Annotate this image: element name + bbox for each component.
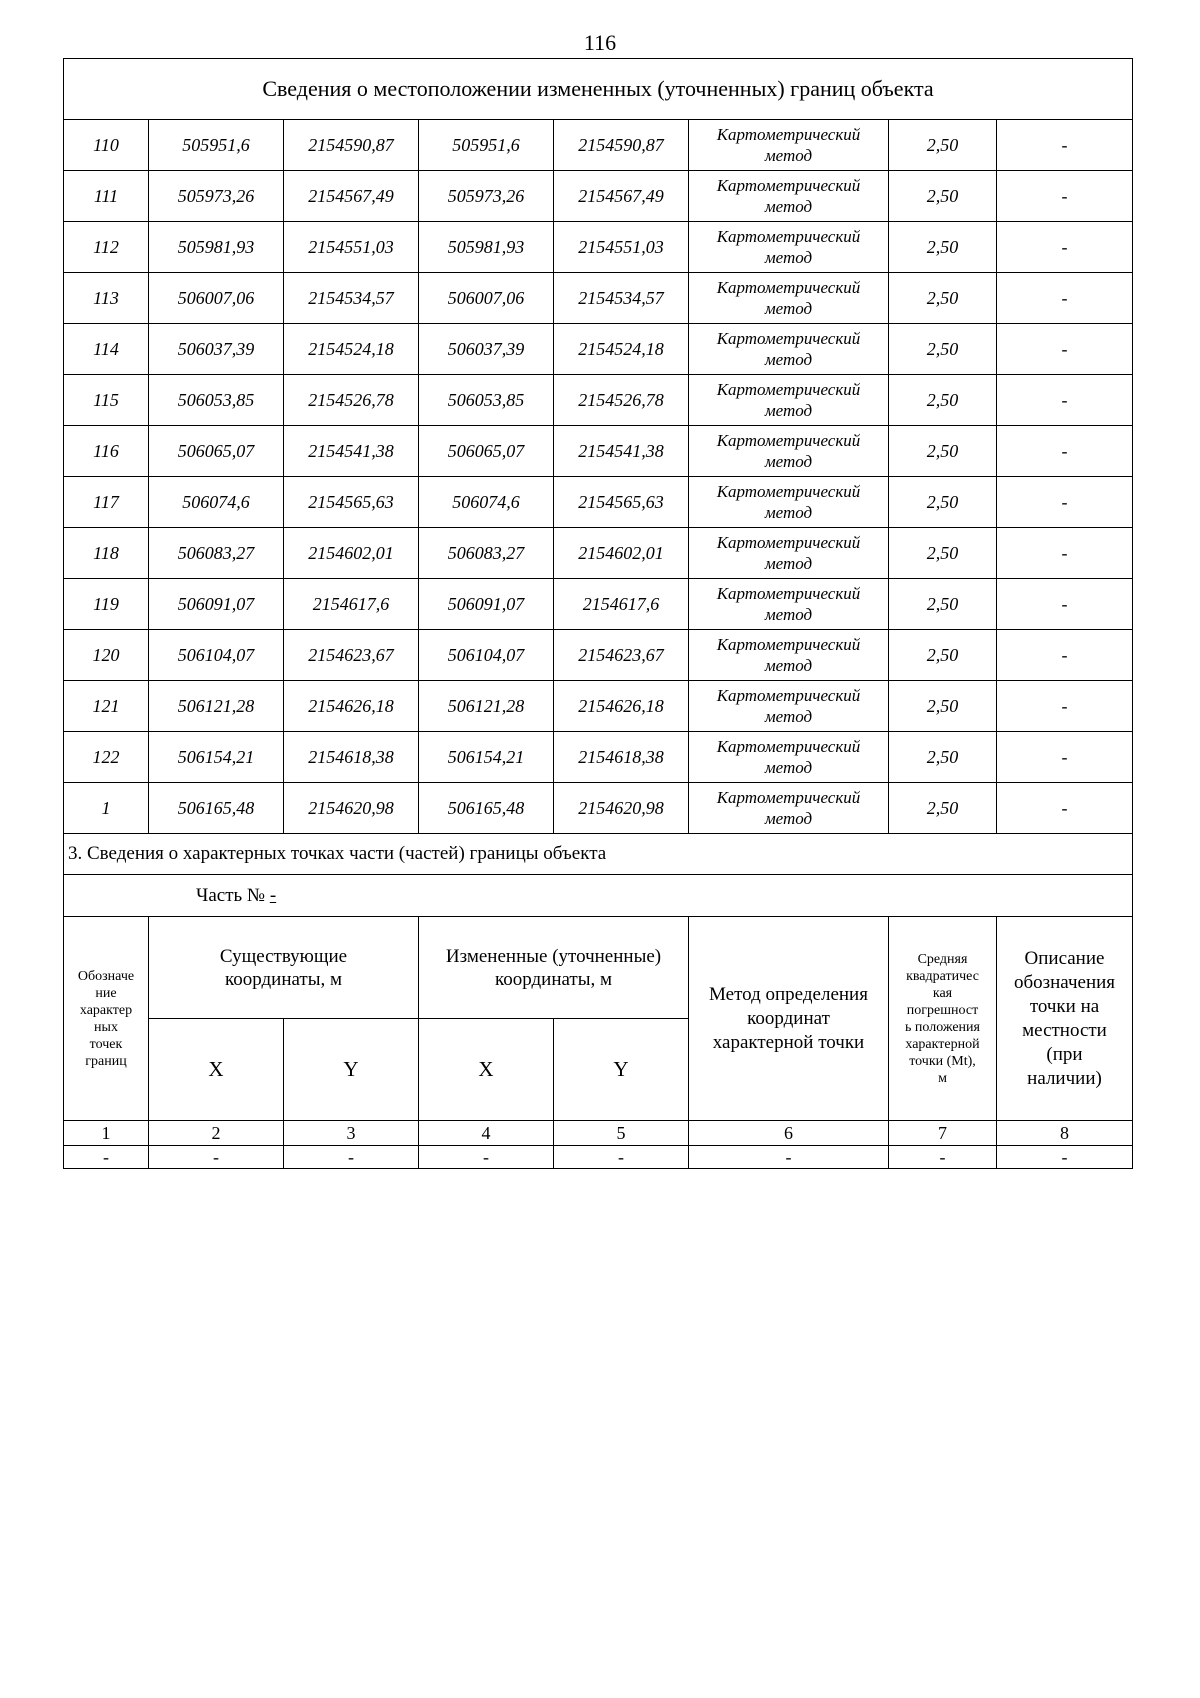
header-point-designation [64,917,149,1121]
error-value: 2,50 [889,630,997,681]
description-value: - [997,222,1133,273]
error-value: 2,50 [889,528,997,579]
table-row [64,426,1133,477]
part-label: Часть № [196,884,270,906]
header-changed-coords [419,917,689,1019]
method-line-2: метод [764,248,813,267]
point-number: 113 [64,273,149,324]
header-line: характерной точки [712,1031,865,1053]
method-line-1: Картометрический [716,686,861,705]
header-line: (при [1046,1043,1083,1065]
column-number: 1 [64,1121,149,1146]
header-line: ние [95,985,117,1001]
header-existing-coords [149,917,419,1019]
description-value: - [997,528,1133,579]
method-line-2: метод [764,554,813,573]
column-number: 6 [689,1121,889,1146]
header-line: погрешност [906,1002,979,1018]
description-value: - [997,477,1133,528]
method-cell [689,426,889,477]
method-line-2: метод [764,452,813,471]
header-line: Средняя [917,951,968,967]
column-number-row [64,1121,1133,1146]
table-row [64,477,1133,528]
table-row [64,273,1133,324]
changed-y: 2154551,03 [554,222,689,273]
existing-y: 2154534,57 [284,273,419,324]
changed-x: 506154,21 [419,732,554,783]
method-cell [689,324,889,375]
method-line-1: Картометрический [716,482,861,501]
column-number: 7 [889,1121,997,1146]
header-line: координат [747,1007,830,1029]
error-value: 2,50 [889,120,997,171]
empty-cell: - [419,1146,554,1169]
description-value: - [997,681,1133,732]
changed-y: 2154618,38 [554,732,689,783]
empty-cell: - [284,1146,419,1169]
point-number: 116 [64,426,149,477]
point-number: 114 [64,324,149,375]
header-line: границ [85,1053,127,1069]
existing-y: 2154526,78 [284,375,419,426]
existing-x: 506053,85 [149,375,284,426]
existing-x: 506104,07 [149,630,284,681]
empty-cell: - [149,1146,284,1169]
method-line-2: метод [764,809,813,828]
header-line: точек [89,1036,123,1052]
header-description [997,917,1133,1121]
empty-data-row [64,1146,1133,1169]
header-method [689,917,889,1121]
existing-y: 2154551,03 [284,222,419,273]
error-value: 2,50 [889,783,997,834]
existing-x: 506121,28 [149,681,284,732]
description-value: - [997,273,1133,324]
header-row-1 [64,917,1133,1019]
changed-y: 2154541,38 [554,426,689,477]
description-value: - [997,426,1133,477]
header-line: координаты, м [224,968,343,990]
existing-y: 2154541,38 [284,426,419,477]
empty-cell: - [889,1146,997,1169]
header-line: характерной [905,1036,980,1052]
header-line: ных [94,1019,118,1035]
table-row [64,222,1133,273]
changed-x: 506065,07 [419,426,554,477]
changed-x: 506121,28 [419,681,554,732]
header-line: кая [932,985,953,1001]
existing-y: 2154620,98 [284,783,419,834]
changed-x: 505973,26 [419,171,554,222]
changed-x: 505951,6 [419,120,554,171]
header-line: точки (Mt), [909,1053,976,1069]
column-number: 5 [554,1121,689,1146]
table-row [64,120,1133,171]
point-number: 115 [64,375,149,426]
method-line-1: Картометрический [716,533,861,552]
header-line: точки на [1029,995,1100,1017]
part-value: - [269,884,277,906]
column-number: 2 [149,1121,284,1146]
method-line-2: метод [764,401,813,420]
header-line: обозначения [1013,971,1116,993]
error-value: 2,50 [889,273,997,324]
method-line-2: метод [764,350,813,369]
header-line: Существующие [219,945,348,967]
header-changed-y: Y [554,1019,689,1121]
method-line-1: Картометрический [716,176,861,195]
error-value: 2,50 [889,732,997,783]
header-line: местности [1022,1019,1107,1041]
table-row [64,171,1133,222]
error-value: 2,50 [889,477,997,528]
changed-x: 506083,27 [419,528,554,579]
method-cell [689,681,889,732]
point-number: 112 [64,222,149,273]
point-number: 121 [64,681,149,732]
method-line-1: Картометрический [716,380,861,399]
description-value: - [997,171,1133,222]
table-row [64,375,1133,426]
header-line: Обозначе [77,968,135,984]
changed-y: 2154565,63 [554,477,689,528]
error-value: 2,50 [889,579,997,630]
changed-y: 2154602,01 [554,528,689,579]
changed-x: 505981,93 [419,222,554,273]
empty-cell: - [997,1146,1133,1169]
existing-y: 2154602,01 [284,528,419,579]
existing-y: 2154524,18 [284,324,419,375]
existing-x: 505973,26 [149,171,284,222]
existing-x: 506165,48 [149,783,284,834]
point-number: 110 [64,120,149,171]
method-line-2: метод [764,503,813,522]
part-label-wrap [64,885,1132,907]
existing-x: 506154,21 [149,732,284,783]
header-line: координаты, м [494,968,613,990]
method-line-2: метод [764,656,813,675]
table-title-row [64,59,1133,120]
changed-x: 506165,48 [419,783,554,834]
header-line: Метод определения [709,983,868,1005]
header-changed-x: X [419,1019,554,1121]
error-value: 2,50 [889,681,997,732]
method-line-1: Картометрический [716,635,861,654]
changed-x: 506104,07 [419,630,554,681]
description-value: - [997,732,1133,783]
changed-x: 506074,6 [419,477,554,528]
header-line: квадратичес [906,968,979,984]
error-value: 2,50 [889,375,997,426]
table-row [64,783,1133,834]
existing-x: 506083,27 [149,528,284,579]
method-line-1: Картометрический [716,125,861,144]
existing-x: 506074,6 [149,477,284,528]
changed-y: 2154623,67 [554,630,689,681]
method-cell [689,171,889,222]
existing-x: 506007,06 [149,273,284,324]
section-3-row [64,834,1133,875]
table-row [64,681,1133,732]
changed-x: 506091,07 [419,579,554,630]
description-value: - [997,579,1133,630]
table-row [64,630,1133,681]
method-cell [689,273,889,324]
part-row [64,875,1133,917]
existing-x: 506091,07 [149,579,284,630]
method-line-2: метод [764,197,813,216]
header-line: м [938,1070,947,1086]
method-line-2: метод [764,758,813,777]
changed-y: 2154620,98 [554,783,689,834]
method-line-1: Картометрический [716,788,861,807]
changed-y: 2154590,87 [554,120,689,171]
description-value: - [997,630,1133,681]
method-line-1: Картометрический [716,584,861,603]
header-existing-y: Y [284,1019,419,1121]
table-row [64,579,1133,630]
point-number: 111 [64,171,149,222]
changed-x: 506053,85 [419,375,554,426]
method-cell [689,222,889,273]
method-line-2: метод [764,299,813,318]
changed-y: 2154524,18 [554,324,689,375]
empty-cell: - [689,1146,889,1169]
empty-cell: - [554,1146,689,1169]
changed-y: 2154617,6 [554,579,689,630]
existing-y: 2154626,18 [284,681,419,732]
section-3-title: 3. Сведения о характерных точках части (частей) границы объекта [64,834,1133,875]
header-line: Описание [1024,947,1105,969]
existing-x: 506037,39 [149,324,284,375]
existing-y: 2154617,6 [284,579,419,630]
method-cell [689,579,889,630]
point-number: 120 [64,630,149,681]
changed-x: 506037,39 [419,324,554,375]
existing-y: 2154618,38 [284,732,419,783]
header-line: ь положения [905,1019,980,1035]
method-line-2: метод [764,707,813,726]
header-line: наличии) [1027,1067,1102,1089]
method-line-2: метод [764,605,813,624]
method-line-1: Картометрический [716,278,861,297]
empty-cell: - [64,1146,149,1169]
column-number: 8 [997,1121,1133,1146]
description-value: - [997,120,1133,171]
header-existing-x: X [149,1019,284,1121]
method-cell [689,528,889,579]
point-number: 119 [64,579,149,630]
changed-y: 2154626,18 [554,681,689,732]
boundary-table [63,58,1133,1169]
existing-y: 2154565,63 [284,477,419,528]
method-cell [689,783,889,834]
existing-x: 506065,07 [149,426,284,477]
method-line-1: Картометрический [716,737,861,756]
point-number: 117 [64,477,149,528]
header-error [889,917,997,1121]
table-row [64,528,1133,579]
method-line-2: метод [764,146,813,165]
method-cell [689,630,889,681]
table-row [64,324,1133,375]
method-line-1: Картометрический [716,227,861,246]
existing-x: 505951,6 [149,120,284,171]
description-value: - [997,324,1133,375]
method-line-1: Картометрический [716,431,861,450]
column-number: 3 [284,1121,419,1146]
existing-x: 505981,93 [149,222,284,273]
changed-y: 2154567,49 [554,171,689,222]
existing-y: 2154590,87 [284,120,419,171]
existing-y: 2154623,67 [284,630,419,681]
header-line: характер [79,1002,133,1018]
method-cell [689,732,889,783]
changed-x: 506007,06 [419,273,554,324]
page-number: 116 [583,30,617,55]
table-row [64,732,1133,783]
error-value: 2,50 [889,171,997,222]
method-cell [689,375,889,426]
error-value: 2,50 [889,324,997,375]
description-value: - [997,375,1133,426]
column-number: 4 [419,1121,554,1146]
error-value: 2,50 [889,222,997,273]
changed-y: 2154526,78 [554,375,689,426]
method-cell [689,120,889,171]
method-cell [689,477,889,528]
header-line: Измененные (уточненные) [445,945,662,967]
point-number: 118 [64,528,149,579]
method-line-1: Картометрический [716,329,861,348]
existing-y: 2154567,49 [284,171,419,222]
table-title: Сведения о местоположении измененных (уточненных) границ объекта [64,59,1133,120]
changed-y: 2154534,57 [554,273,689,324]
description-value: - [997,783,1133,834]
point-number: 122 [64,732,149,783]
error-value: 2,50 [889,426,997,477]
point-number: 1 [64,783,149,834]
